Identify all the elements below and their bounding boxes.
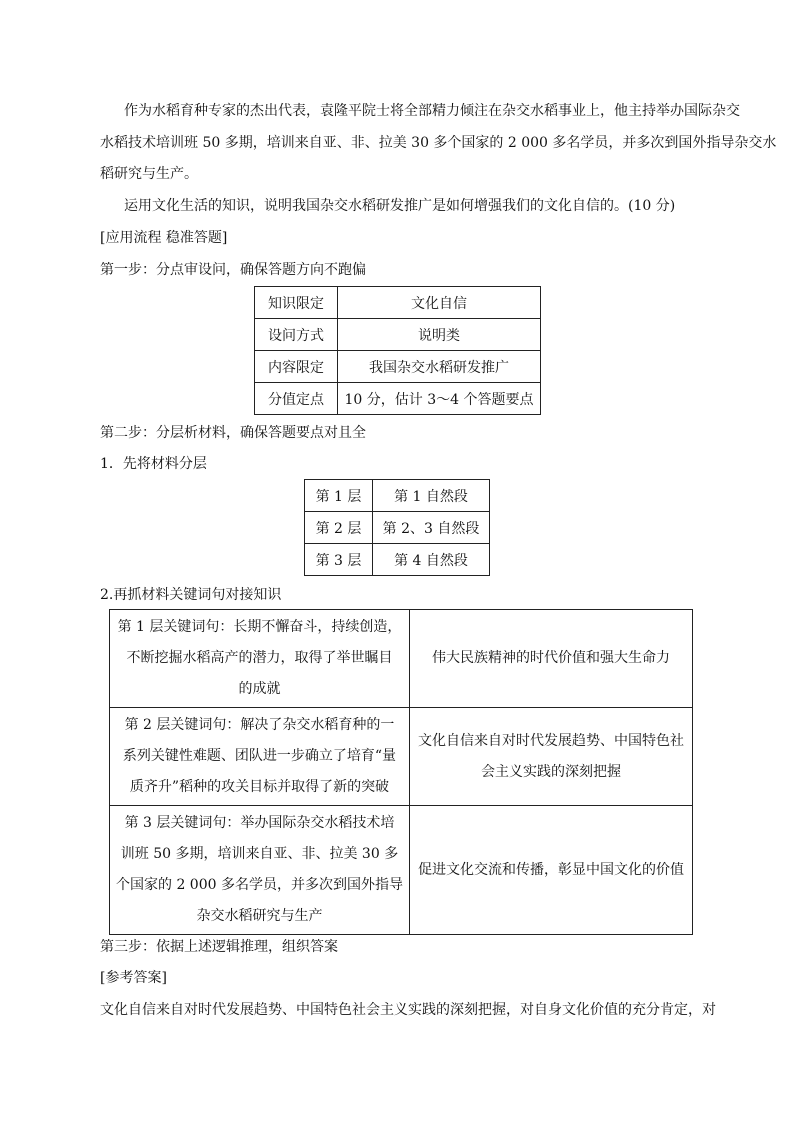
layer-label: 第 2 层 (305, 512, 373, 544)
step2-sub2: 2.再抓材料关键词句对接知识 (100, 587, 282, 603)
intro-line-3: 稻研究与生产。 (100, 166, 198, 182)
step1-value: 文化自信 (338, 287, 541, 319)
step3-title: 第三步：依据上述逻辑推理，组织答案 (100, 939, 338, 955)
step1-value: 我国杂交水稻研发推广 (338, 351, 541, 383)
layer-para: 第 1 自然段 (373, 480, 490, 512)
table-row (305, 480, 490, 512)
keyword-line: 训班 50 多期，培训来自亚、非、拉美 30 多 (120, 846, 399, 862)
keyword-cell (110, 610, 410, 708)
knowledge-cell (409, 610, 692, 708)
keyword-line: 的成就 (238, 681, 281, 697)
step2-title: 第二步：分层析材料，确保答题要点对且全 (100, 425, 366, 441)
keyword-line: 第 2 层关键词句：解决了杂交水稻育种的一 (124, 717, 395, 733)
knowledge-cell (409, 708, 692, 806)
answer-title: [参考答案] (100, 970, 167, 986)
table-row (110, 806, 693, 935)
layer-label: 第 1 层 (305, 480, 373, 512)
table-row (255, 287, 541, 319)
layer-label: 第 3 层 (305, 544, 373, 576)
keyword-line: 第 3 层关键词句：举办国际杂交水稻技术培 (124, 815, 395, 831)
table-row (110, 708, 693, 806)
knowledge-line: 文化自信来自对时代发展趋势、中国特色社 (417, 732, 684, 749)
layers-table (304, 479, 490, 576)
table-row (255, 351, 541, 383)
keyword-line: 系列关键性难题、团队进一步确立了培育“量 (122, 748, 397, 764)
keyword-line: 个国家的 2 000 多名学员，并多次到国外指导 (116, 877, 403, 893)
table-row (255, 319, 541, 351)
knowledge-line: 伟大民族精神的时代价值和强大生命力 (431, 650, 670, 666)
step1-label: 知识限定 (255, 287, 338, 319)
step1-value: 说明类 (338, 319, 541, 351)
step1-label: 内容限定 (255, 351, 338, 383)
intro-line-1: 作为水稻育种专家的杰出代表，袁隆平院士将全部精力倾注在杂交水稻事业上，他主持举办国际杂交 (124, 103, 740, 119)
step1-label: 分值定点 (255, 383, 338, 415)
keyword-line: 第 1 层关键词句：长期不懈奋斗，持续创造， (117, 619, 402, 635)
step2-sub1: 1．先将材料分层 (100, 456, 207, 472)
step1-value: 10 分，估计 3～4 个答题要点 (338, 383, 541, 415)
keyword-cell (110, 708, 410, 806)
keyword-line: 杂交水稻研究与生产 (196, 908, 323, 924)
table-row (255, 383, 541, 415)
knowledge-line: 会主义实践的深刻把握 (480, 763, 621, 780)
table-row (110, 610, 693, 708)
table-row (305, 544, 490, 576)
question-text: 运用文化生活的知识，说明我国杂交水稻研发推广是如何增强我们的文化自信的。(10 分) (124, 198, 676, 214)
keyword-cell (110, 806, 410, 935)
keyword-line: 质齐升”稻种的攻关目标并取得了新的突破 (129, 779, 390, 795)
keyword-line: 不断挖掘水稻高产的潜力，取得了举世瞩目 (126, 650, 393, 666)
step1-table (254, 286, 541, 415)
keywords-table (109, 609, 693, 935)
table-row (305, 512, 490, 544)
flow-title: [应用流程 稳准答题] (100, 230, 228, 246)
step1-label: 设问方式 (255, 319, 338, 351)
intro-line-2: 水稻技术培训班 50 多期，培训来自亚、非、拉美 30 多个国家的 2 000 多名学员，并多次到国外指导杂交水 (100, 135, 777, 151)
step1-title: 第一步：分点审设问，确保答题方向不跑偏 (100, 262, 366, 278)
answer-text: 文化自信来自对时代发展趋势、中国特色社会主义实践的深刻把握，对自身文化价值的充分肯定，对 (100, 1002, 716, 1018)
layer-para: 第 4 自然段 (373, 544, 490, 576)
knowledge-line: 促进文化交流和传播，彰显中国文化的价值 (417, 861, 684, 878)
knowledge-cell (409, 806, 692, 935)
layer-para: 第 2、3 自然段 (373, 512, 490, 544)
